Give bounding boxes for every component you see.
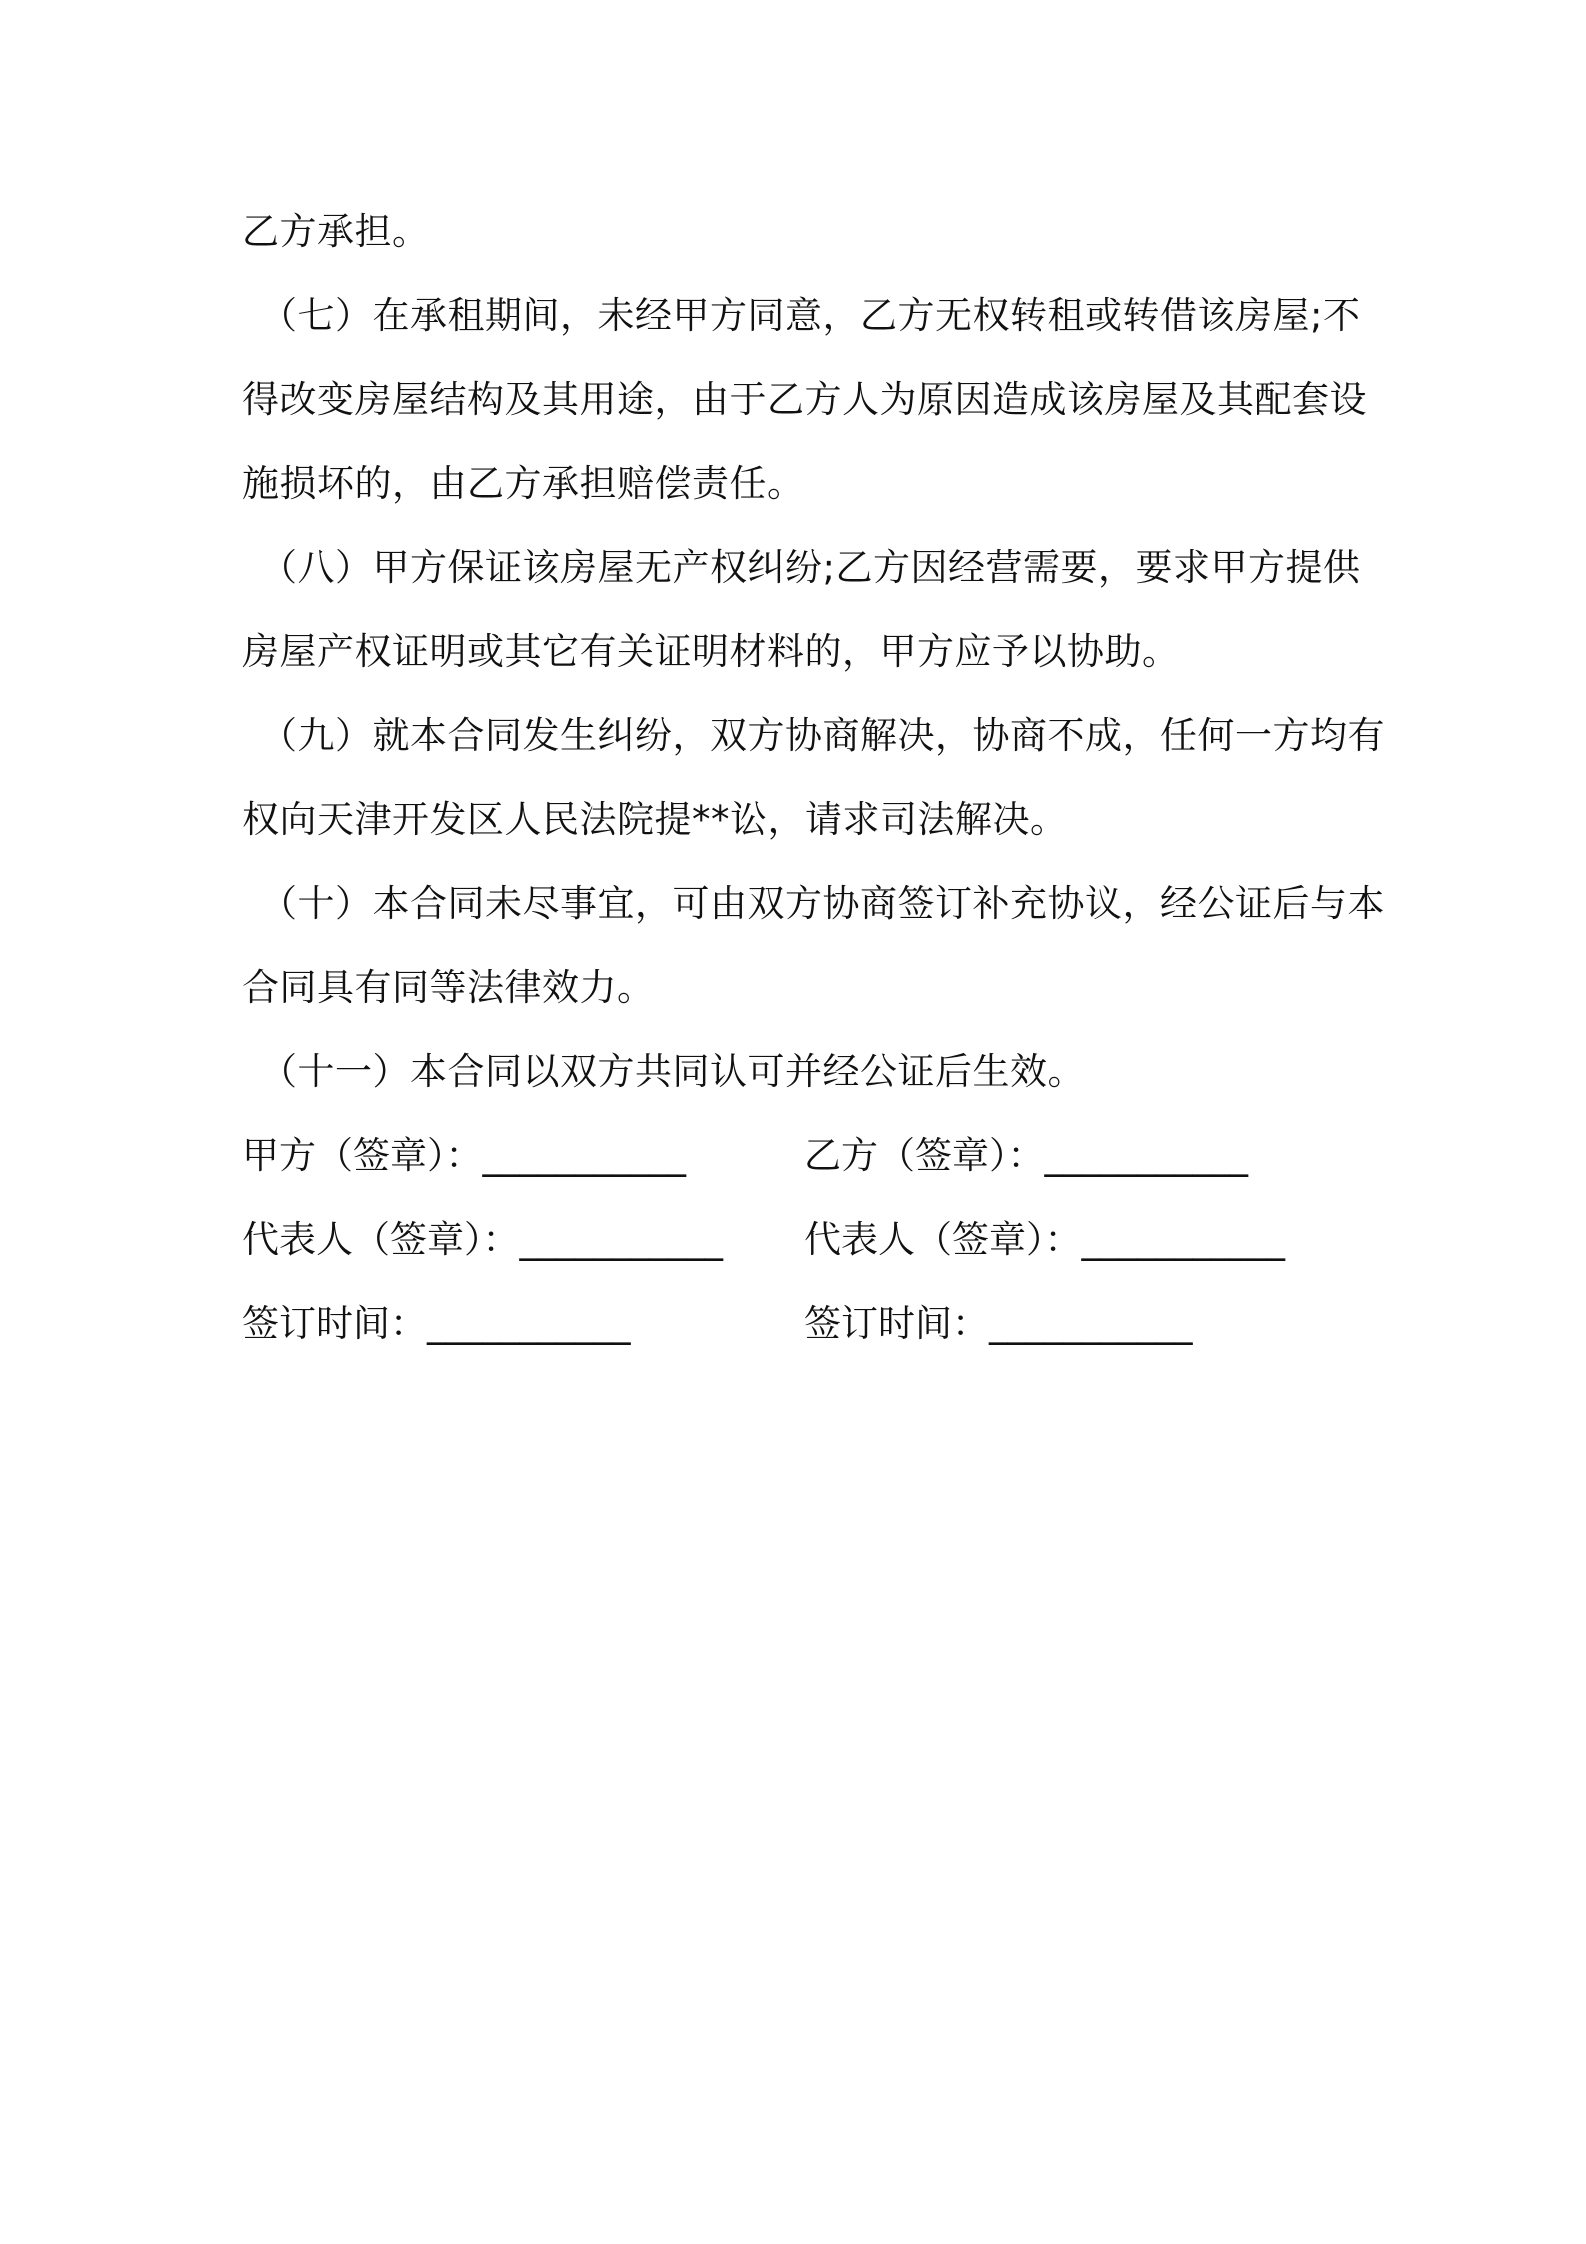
clause-10-line-1: （十）本合同未尽事宜，可由双方协商签订补充协议，经公证后与本: [260, 882, 1385, 925]
party-a-signing-date: 签订时间：___________: [242, 1302, 631, 1345]
clause-9-line-2: 权向天津开发区人民法院提**讼，请求司法解决。: [242, 798, 1068, 841]
clause-7-line-2: 得改变房屋结构及其用途，由于乙方人为原因造成该房屋及其配套设: [242, 378, 1367, 421]
text-line-1: 乙方承担。: [242, 210, 430, 253]
signature-row-party: [242, 1114, 1362, 1198]
party-b-representative-signature: 代表人（签章）：___________: [804, 1218, 1285, 1261]
clause-10-line-2: 合同具有同等法律效力。: [242, 966, 655, 1009]
party-b-signature: 乙方（签章）：___________: [804, 1134, 1248, 1177]
party-b-signing-date: 签订时间：___________: [804, 1302, 1193, 1345]
clause-11-line-1: （十一）本合同以双方共同认可并经公证后生效。: [260, 1050, 1085, 1093]
party-a-representative-signature: 代表人（签章）：___________: [242, 1218, 723, 1261]
signature-row-date: [242, 1282, 1362, 1366]
clause-7-line-1: （七）在承租期间，未经甲方同意，乙方无权转租或转借该房屋;不: [260, 294, 1361, 337]
contract-body: [242, 190, 1385, 1366]
clause-7-line-3: 施损坏的，由乙方承担赔偿责任。: [242, 462, 805, 505]
party-a-signature: 甲方（签章）：___________: [242, 1134, 686, 1177]
signature-row-representative: [242, 1198, 1362, 1282]
clause-9-line-1: （九）就本合同发生纠纷，双方协商解决，协商不成，任何一方均有: [260, 714, 1385, 757]
clause-8-line-1: （八）甲方保证该房屋无产权纠纷;乙方因经营需要，要求甲方提供: [260, 546, 1361, 589]
clause-8-line-2: 房屋产权证明或其它有关证明材料的，甲方应予以协助。: [242, 630, 1180, 673]
